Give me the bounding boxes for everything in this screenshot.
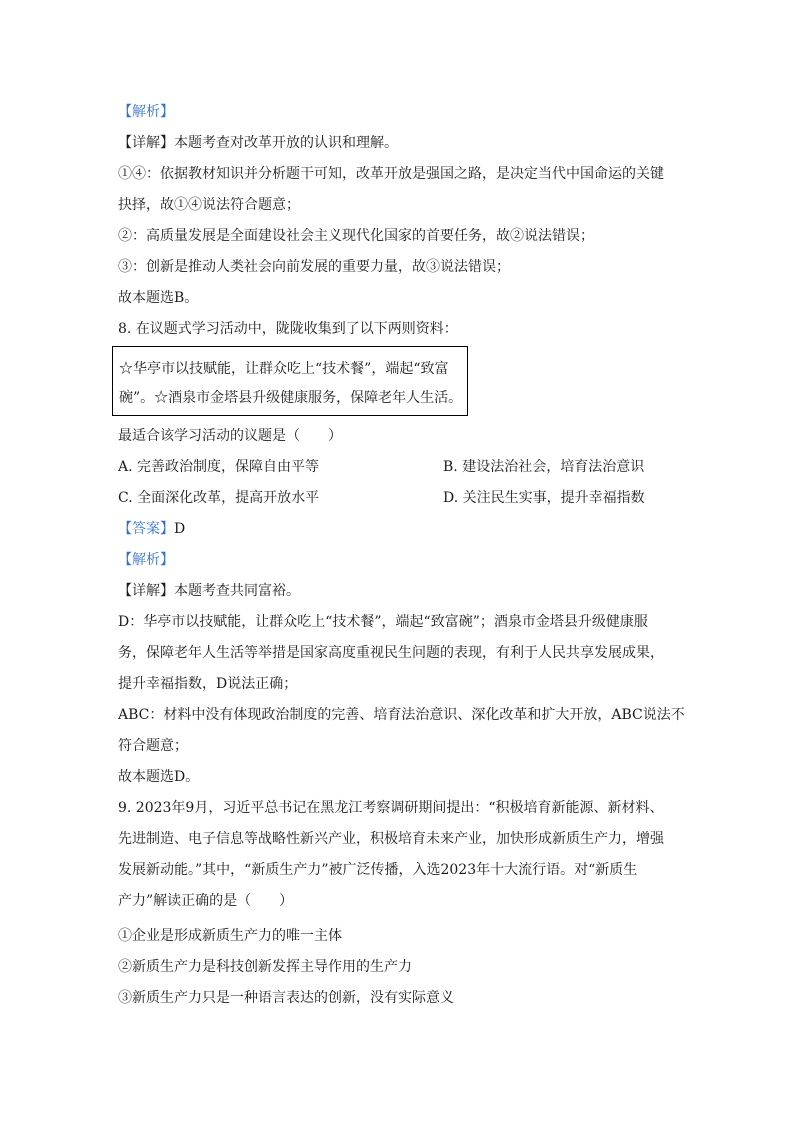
q9-statement-1: ①企业是形成新质生产力的唯一主体 [118,928,342,944]
q7-detail [118,133,398,153]
q9-line-4: 产力”解读正确的是（ ） [118,893,294,909]
q9-line-1: 9. 2023年9月，习近平总书记在黑龙江考察调研期间提出：“积极培育新能源、新材料、 [118,800,664,816]
q9-statement-3: ③新质生产力只是一种语言表达的创新，没有实际意义 [118,990,454,1006]
q8-detail-text: 本题考查共同富裕。 [174,583,300,599]
q8-stem: 8. 在议题式学习活动中，陇陇收集到了以下两则资料： [118,321,458,337]
q8-question: 最适合该学习活动的议题是（ ） [118,428,342,444]
q7-detail-text: 本题考查对改革开放的认识和理解。 [174,135,398,151]
q8-answer-value: D [174,521,186,537]
q9-line-2: 先进制造、电子信息等战略性新兴产业，积极培育未来产业，加快形成新质生产力，增强 [118,831,664,847]
q8-line-2: 务，保障老年人生活等举措是国家高度重视民生问题的表现，有利于人民共享发展成果， [118,645,664,661]
q8-option-a: A. 完善政治制度，保障自由平等 [118,459,320,475]
q8-line-1: D：华亭市以技赋能，让群众吃上“技术餐”，端起“致富碗”；酒泉市金塔县升级健康服 [118,614,648,630]
q7-analysis-tag: 【解析】 [118,104,174,120]
q8-line-4: ABC：材料中没有体现政治制度的完善、培育法治意识、深化改革和扩大开放，ABC说法不 [118,707,685,723]
q8-option-d: D. 关注民生实事，提升幸福指数 [443,490,645,506]
q9-line-3: 发展新动能。”其中，“新质生产力”被广泛传播，入选2023年十大流行语。对“新质生 [118,862,638,878]
q7-line-1: ①④：依据教材知识并分析题干可知，改革开放是强国之路，是决定当代中国命运的关键 [118,166,664,182]
q8-line-3: 提升幸福指数，D说法正确； [118,676,298,692]
q8-analysis-tag: 【解析】 [118,552,174,568]
q8-material-line-1: ☆华亭市以技赋能，让群众吃上“技术餐”，端起“致富 [119,361,449,377]
q8-detail-tag: 【详解】 [118,583,174,599]
q7-line-4: ③：创新是推动人类社会向前发展的重要力量，故③说法错误； [118,259,510,275]
q7-line-3: ②：高质量发展是全面建设社会主义现代化国家的首要任务，故②说法错误； [118,228,594,244]
q8-line-5: 符合题意； [118,738,188,754]
q8-option-b: B. 建设法治社会，培育法治意识 [443,459,645,475]
q8-answer-tag: 【答案】 [118,521,174,537]
q7-line-2: 抉择，故①④说法符合题意； [118,197,300,213]
q8-material-line-2: 碗”。☆酒泉市金塔县升级健康服务，保障老年人生活。 [119,390,463,406]
q8-line-6: 故本题选D。 [118,769,200,785]
q8-answer [118,519,185,539]
q9-statement-2: ②新质生产力是科技创新发挥主导作用的生产力 [118,959,412,975]
q8-detail [118,581,300,601]
q7-detail-tag: 【详解】 [118,135,174,151]
q8-option-c: C. 全面深化改革，提高开放水平 [118,490,320,506]
q7-line-5: 故本题选B。 [118,290,199,306]
q8-material-box [112,346,468,416]
